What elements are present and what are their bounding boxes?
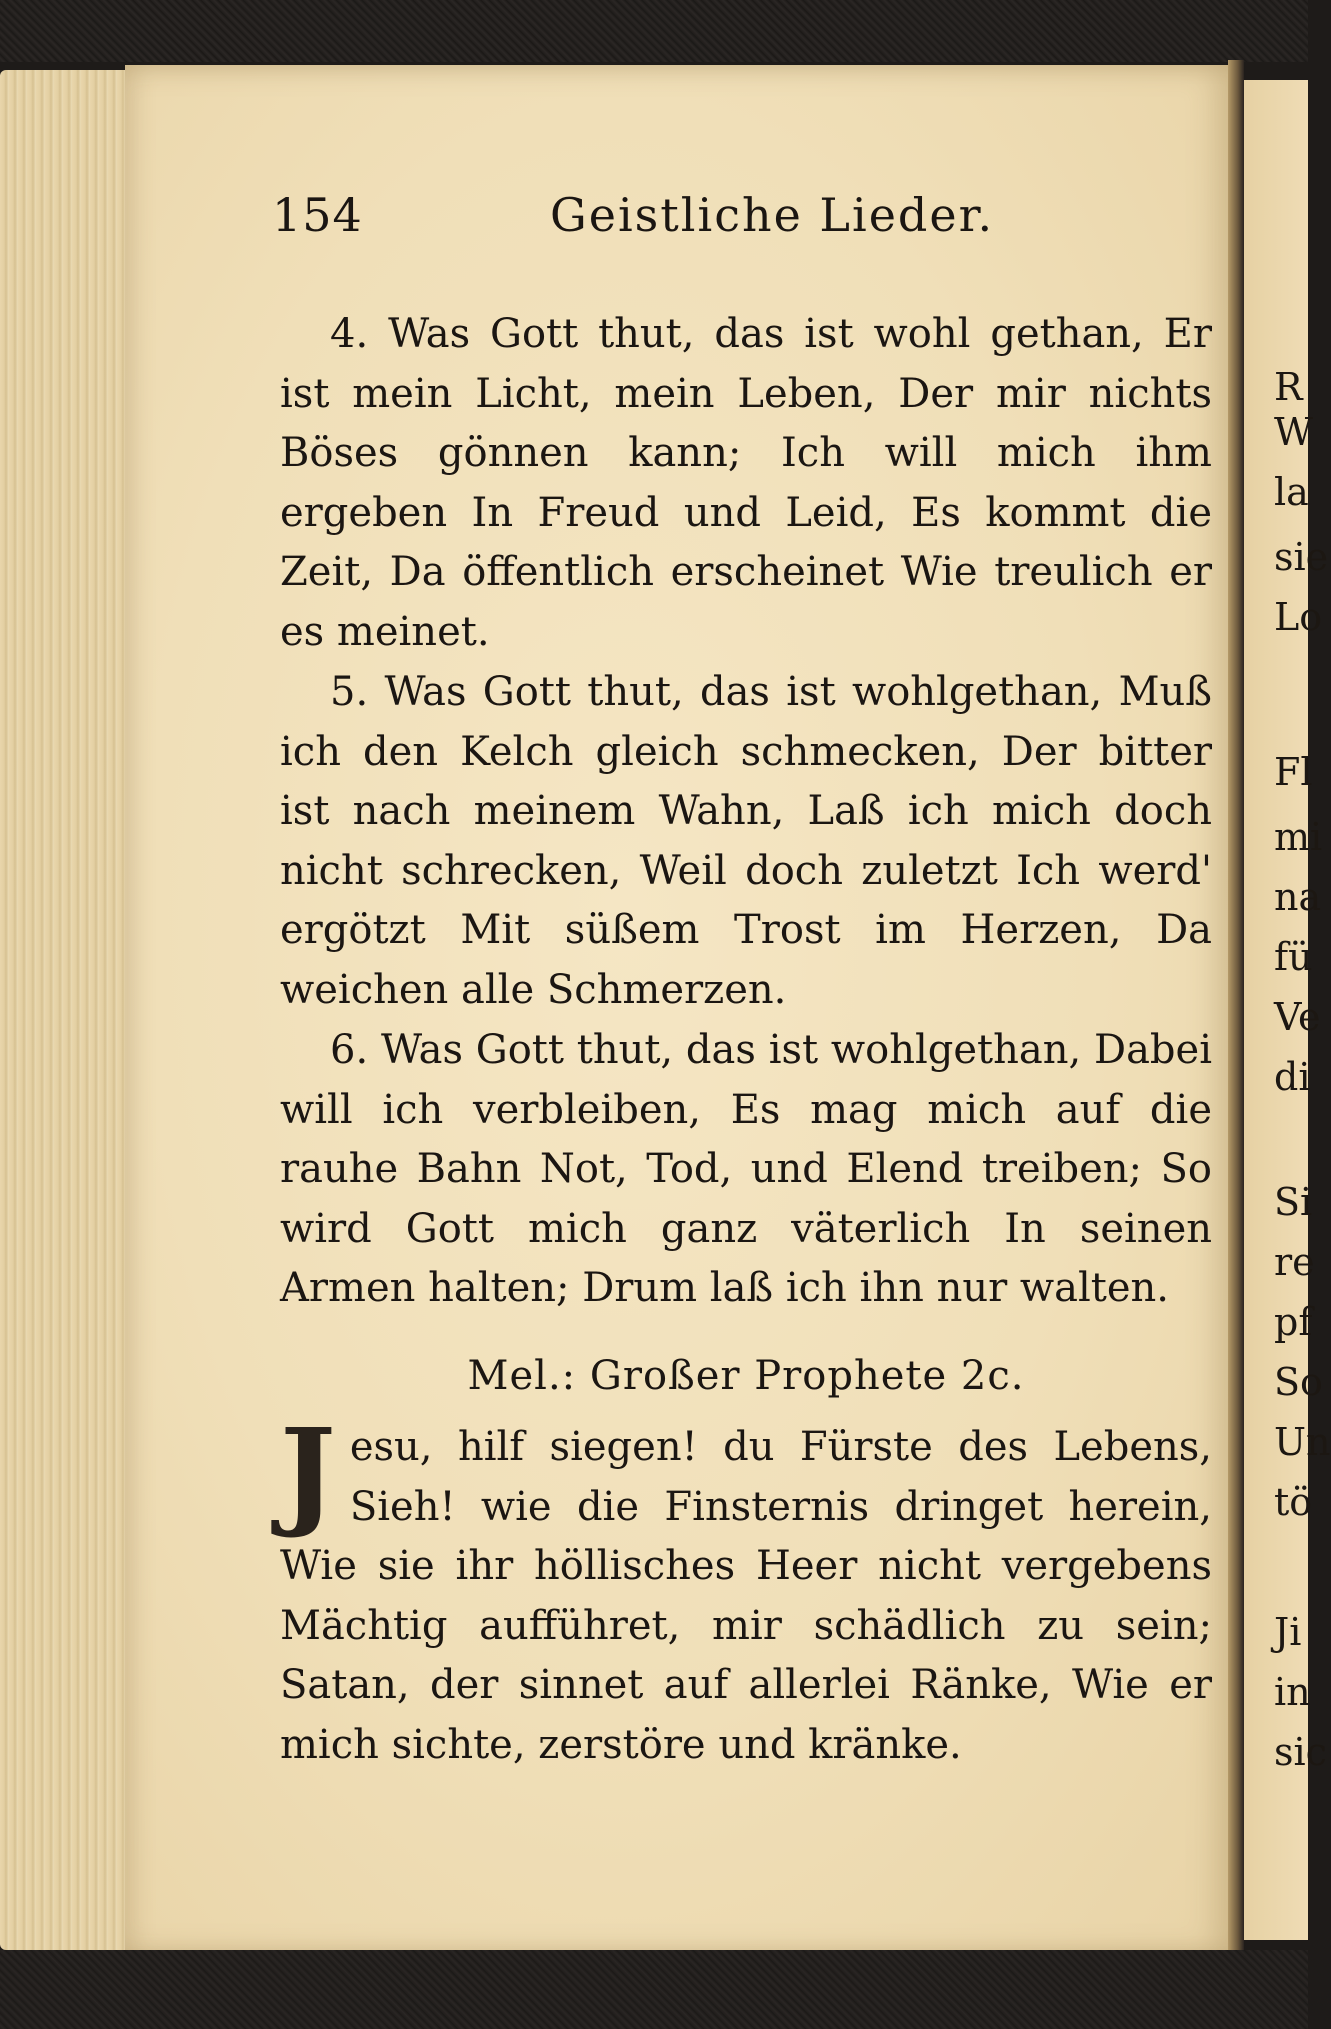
- facing-fragment: Lo: [1274, 595, 1323, 639]
- page-edges: [0, 70, 140, 1950]
- book-cover-top: [0, 0, 1308, 62]
- facing-fragment: Un: [1274, 1420, 1331, 1464]
- facing-fragment: in: [1274, 1670, 1311, 1714]
- book-gutter: [1228, 60, 1244, 1960]
- facing-fragment: la: [1274, 470, 1309, 514]
- facing-fragment: sie: [1274, 535, 1329, 579]
- facing-fragment: R: [1274, 365, 1303, 409]
- verse-4: [280, 305, 1212, 662]
- verse-number: 4.: [330, 311, 369, 357]
- verse-text: Was Gott thut, das ist wohl gethan, Er ist mein Licht, mein Leben, Der mir nichts Böses gönnen kann; Ich will mich ihm ergeben In Freud und Leid, Es kommt die Zeit, Da öffentlich erscheinet Wie treulich er es meinet.: [280, 311, 1212, 655]
- facing-fragment: di: [1274, 1055, 1311, 1099]
- facing-fragment: mi: [1274, 815, 1323, 859]
- verse-6: [280, 1021, 1212, 1319]
- facing-fragment: W: [1274, 410, 1314, 454]
- verse-5: [280, 663, 1212, 1020]
- facing-fragment: Fl: [1274, 750, 1313, 794]
- facing-fragment: Ve: [1274, 995, 1321, 1039]
- facing-fragment: na: [1274, 875, 1322, 919]
- facing-fragment: re: [1274, 1240, 1315, 1284]
- running-title: Geistliche Lieder.: [550, 188, 995, 242]
- page-header: [272, 188, 1232, 248]
- verse-text: Was Gott thut, das ist wohlgethan, Dabei will ich verbleiben, Es mag mich auf die rauhe Bahn Not, Tod, und Elend treiben; So wird Gott mich ganz väterlich In seinen Armen halten; Drum laß ich ihn nur walten.: [280, 1027, 1212, 1311]
- facing-fragment: sic: [1274, 1730, 1327, 1774]
- facing-fragment: Ji: [1274, 1610, 1302, 1654]
- verse-text: Was Gott thut, das ist wohlgethan, Muß ich den Kelch gleich schmecken, Der bitter ist nach meinem Wahn, Laß ich mich doch nicht schrecken, Weil doch zuletzt Ich werd' ergötzt Mit süßem Trost im Herzen, Da weichen alle Schmerzen.: [280, 669, 1213, 1013]
- facing-fragment: fü: [1274, 935, 1313, 979]
- verse-number: 5.: [330, 669, 369, 715]
- facing-fragment: Si: [1274, 1180, 1313, 1224]
- hymn-text: esu, hilf siegen! du Fürste des Lebens, Sieh! wie die Finsternis dringet herein, Wie sie ihr höllisches Heer nicht vergebens Mächtig aufführet, mir schädlich zu sein; Satan, der sinnet auf allerlei Ränke, Wie er mich sichte, zerstöre und kränke.: [280, 1424, 1212, 1768]
- verse-number: 6.: [330, 1027, 369, 1073]
- hymn-verse: [280, 1402, 1212, 1775]
- book-cover-bottom: [0, 1950, 1308, 2029]
- drop-cap: J: [280, 1402, 336, 1541]
- facing-fragment: So: [1274, 1360, 1323, 1404]
- melody-note: Mel.: Großer Prophete 2c.: [467, 1353, 1025, 1399]
- page-number: 154: [272, 188, 363, 242]
- facing-page: [1244, 80, 1331, 1940]
- facing-fragment: pf: [1274, 1300, 1313, 1344]
- facing-fragment: tö: [1274, 1480, 1313, 1524]
